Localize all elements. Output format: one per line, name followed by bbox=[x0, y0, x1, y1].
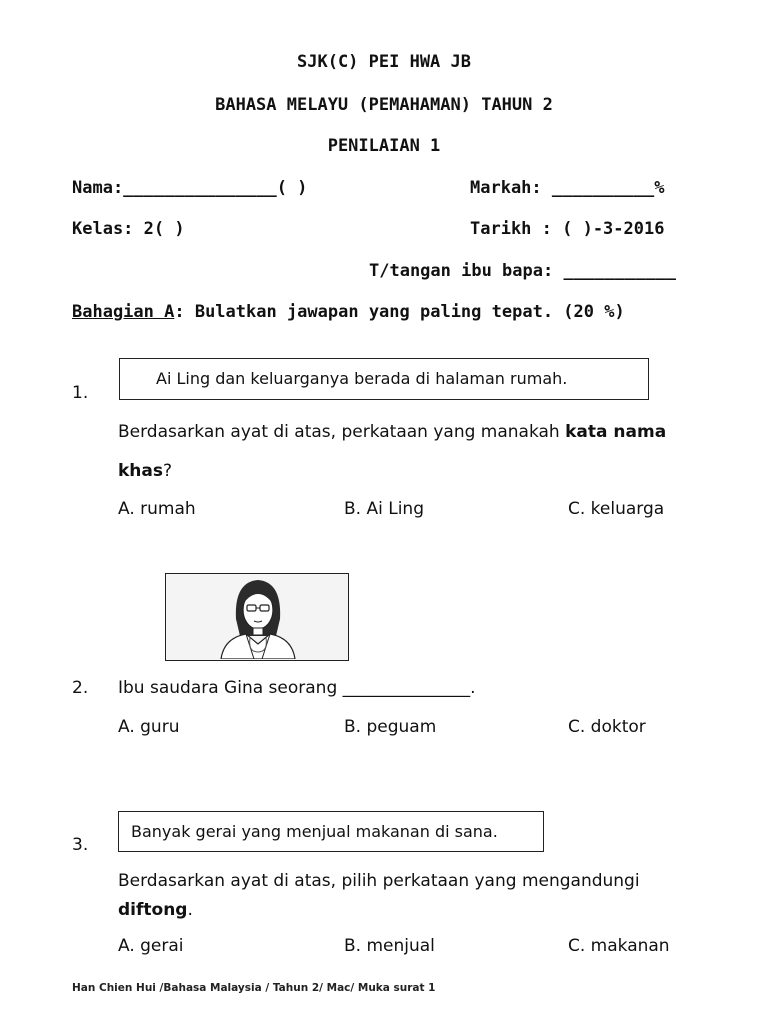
markah-field[interactable]: Markah: __________% bbox=[470, 178, 665, 198]
q2-prompt: Ibu saudara Gina seorang _______________. bbox=[118, 678, 476, 698]
section-instruction bbox=[72, 302, 625, 322]
q3-prompt-bold: diftong bbox=[118, 900, 188, 920]
q1-prompt-line2 bbox=[118, 461, 172, 481]
q2-option-a[interactable]: A. guru bbox=[118, 717, 180, 737]
q2-number: 2. bbox=[72, 678, 89, 698]
q3-number: 3. bbox=[72, 835, 89, 855]
school-name: SJK(C) PEI HWA JB bbox=[297, 52, 471, 72]
nama-field[interactable]: Nama:_______________( ) bbox=[72, 178, 308, 198]
q1-prompt-text: Berdasarkan ayat di atas, perkataan yang manakah bbox=[118, 422, 566, 442]
section-instruction-text: : Bulatkan jawapan yang paling tepat. (20 %) bbox=[174, 302, 625, 322]
woman-with-glasses-illustration bbox=[166, 574, 347, 659]
q3-option-a[interactable]: A. gerai bbox=[118, 936, 184, 956]
q3-prompt-line2 bbox=[118, 900, 193, 920]
q1-option-a[interactable]: A. rumah bbox=[118, 499, 196, 519]
q3-prompt: Berdasarkan ayat di atas, pilih perkataan yang mengandungi bbox=[118, 871, 640, 891]
kelas-field[interactable]: Kelas: 2( ) bbox=[72, 219, 185, 239]
q1-number: 1. bbox=[72, 383, 89, 403]
q3-option-c[interactable]: C. makanan bbox=[568, 936, 670, 956]
q2-picture bbox=[165, 573, 349, 661]
q1-option-b[interactable]: B. Ai Ling bbox=[344, 499, 424, 519]
q3-option-b[interactable]: B. menjual bbox=[344, 936, 435, 956]
assessment-title: PENILAIAN 1 bbox=[327, 136, 441, 156]
q1-prompt-bold-2: khas bbox=[118, 461, 163, 481]
q1-prompt-end: ? bbox=[163, 461, 173, 481]
parent-signature-field[interactable]: T/tangan ibu bapa: ___________ bbox=[369, 261, 677, 281]
subject-title: BAHASA MELAYU (PEMAHAMAN) TAHUN 2 bbox=[215, 95, 553, 115]
q2-option-c[interactable]: C. doktor bbox=[568, 717, 646, 737]
section-title: Bahagian A bbox=[72, 302, 175, 322]
q2-option-b[interactable]: B. peguam bbox=[344, 717, 437, 737]
q1-prompt bbox=[118, 422, 666, 442]
page-footer: Han Chien Hui /Bahasa Malaysia / Tahun 2/ Mac/ Muka surat 1 bbox=[72, 982, 436, 994]
q1-option-c[interactable]: C. keluarga bbox=[568, 499, 665, 519]
q3-prompt-end: . bbox=[187, 900, 193, 920]
q1-sentence: Ai Ling dan keluarganya berada di halaman rumah. bbox=[156, 369, 568, 388]
q3-sentence: Banyak gerai yang menjual makanan di sana. bbox=[131, 822, 498, 841]
tarikh-field[interactable]: Tarikh : ( )-3-2016 bbox=[470, 219, 665, 239]
q1-prompt-bold: kata nama bbox=[565, 422, 667, 442]
